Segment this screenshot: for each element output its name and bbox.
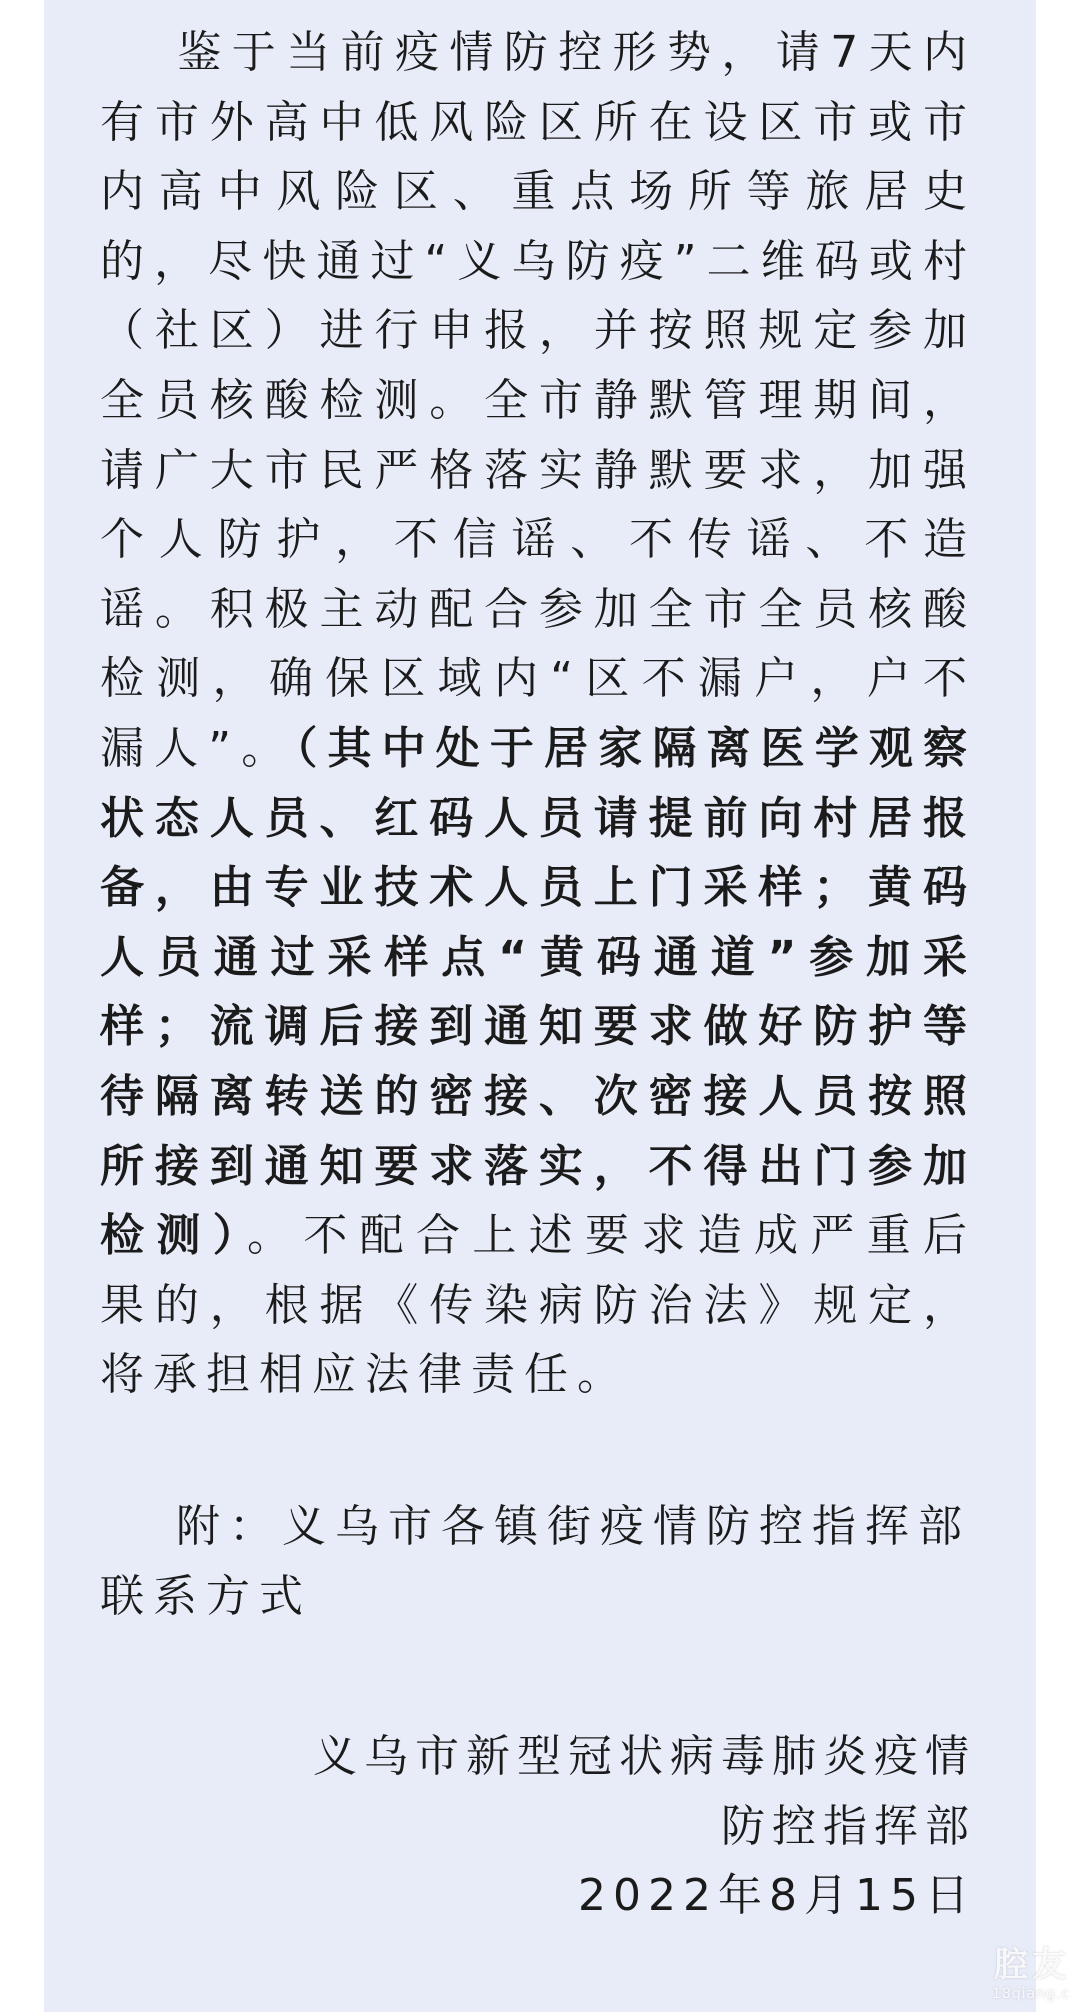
paragraph-text-normal-2: 。不配合上述要求造成严重后果的，根据《传染病防治法》规定，将承担相应法律责任。 bbox=[100, 1210, 976, 1401]
watermark-url: 18qiang.c bbox=[991, 1986, 1070, 2002]
attachment-text: 附：义乌市各镇街疫情防控指挥部联系方式 bbox=[100, 1501, 971, 1622]
signature-block bbox=[313, 1722, 976, 1931]
signature-date: 2022年8月15日 bbox=[578, 1870, 976, 1922]
signature-org-line2: 防控指挥部 bbox=[721, 1800, 976, 1852]
site-watermark bbox=[992, 1937, 1070, 2002]
paragraph-text-normal-1: 鉴于当前疫情防控形势，请7天内有市外高中低风险区所在设区市或市内高中风险区、重点场所等旅居史的，尽快通过“义乌防疫”二维码或村（社区）进行申报，并按照规定参加全员核酸检测。全市静默管理期间，请广大市民严格落实静默要求，加强个人防护，不信谣、不传谣、不造谣。积极主动配合参加全市全员核酸检测，确保区域内“区不漏户，户不漏人”。 bbox=[100, 27, 976, 774]
document-body bbox=[100, 18, 976, 1410]
main-paragraph bbox=[100, 18, 976, 1410]
signature-org-line1: 义乌市新型冠状病毒肺炎疫情 bbox=[313, 1731, 976, 1782]
watermark-logo: 腔友 bbox=[994, 1945, 1070, 1985]
attachment-note bbox=[100, 1492, 976, 1631]
paragraph-text-bold: （其中处于居家隔离医学观察状态人员、红码人员请提前向村居报备，由专业技术人员上门采样；黄码人员通过采样点“黄码通道”参加采样；流调后接到通知要求做好防护等待隔离转送的密接、次密接人员按照所接到通知要求落实，不得出门参加检测） bbox=[100, 722, 977, 1262]
